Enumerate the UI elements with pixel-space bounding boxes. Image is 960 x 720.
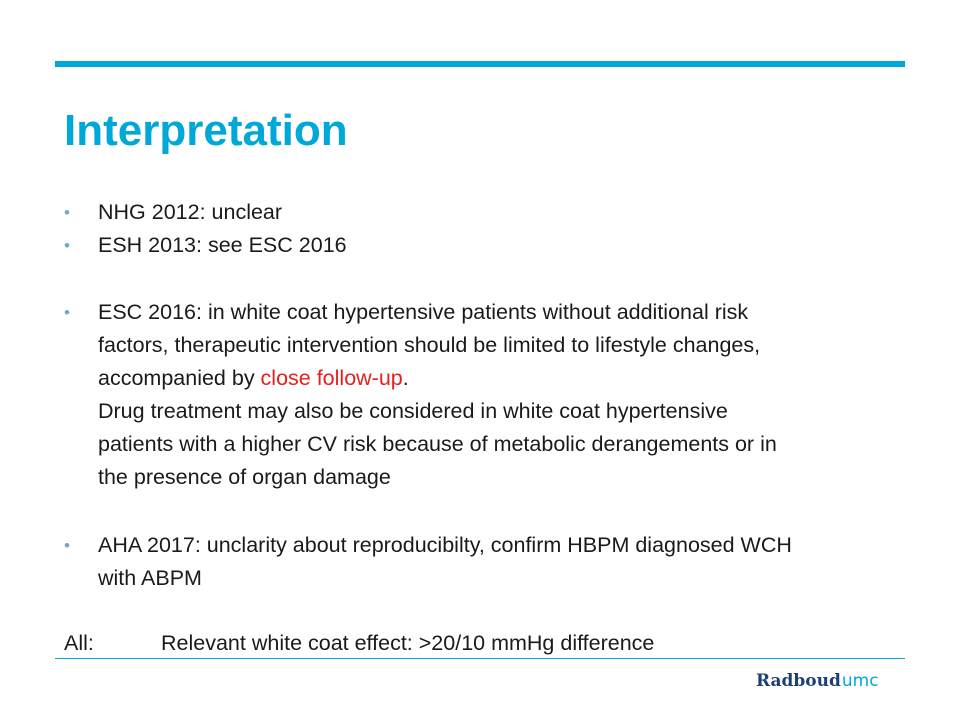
bullet-line: the presence of organ damage — [98, 465, 391, 489]
bullet-line: factors, therapeutic intervention should be limited to lifestyle changes, — [98, 333, 761, 357]
emphasis-text: close follow-up — [260, 366, 403, 390]
bullet-line-prefix: accompanied by — [98, 366, 261, 390]
bullet-line: AHA 2017: unclarity about reproducibilty, confirm HBPM diagnosed WCH — [98, 533, 792, 557]
summary-row — [64, 627, 884, 660]
logo-brand: Radboud — [756, 671, 841, 691]
bullet-dot-icon: • — [64, 536, 70, 555]
bullet-line: patients with a higher CV risk because of metabolic derangements or in — [98, 432, 777, 456]
bullet-line: ESC 2016: in white coat hypertensive patients without additional risk — [98, 300, 749, 324]
bullet-line — [98, 362, 894, 395]
bullet-text: ESH 2013: see ESC 2016 — [98, 233, 347, 257]
bullet-line-suffix: . — [402, 366, 409, 390]
bullet-line: Drug treatment may also be considered in white coat hypertensive — [98, 399, 728, 423]
radboudumc-logo — [756, 671, 879, 691]
summary-text: Relevant white coat effect: >20/10 mmHg difference — [161, 631, 655, 655]
slide-title: Interpretation — [64, 106, 348, 155]
bullet-dot-icon: • — [64, 303, 70, 322]
bullet-dot-icon: • — [64, 236, 70, 255]
logo-suffix: umc — [841, 671, 879, 691]
bullet-text: NHG 2012: unclear — [98, 200, 283, 224]
bullet-line: with ABPM — [98, 566, 202, 590]
bottom-rule — [55, 658, 905, 659]
bullet-dot-icon: • — [64, 203, 70, 222]
top-accent-rule — [55, 61, 905, 67]
summary-label: All: — [64, 631, 94, 655]
